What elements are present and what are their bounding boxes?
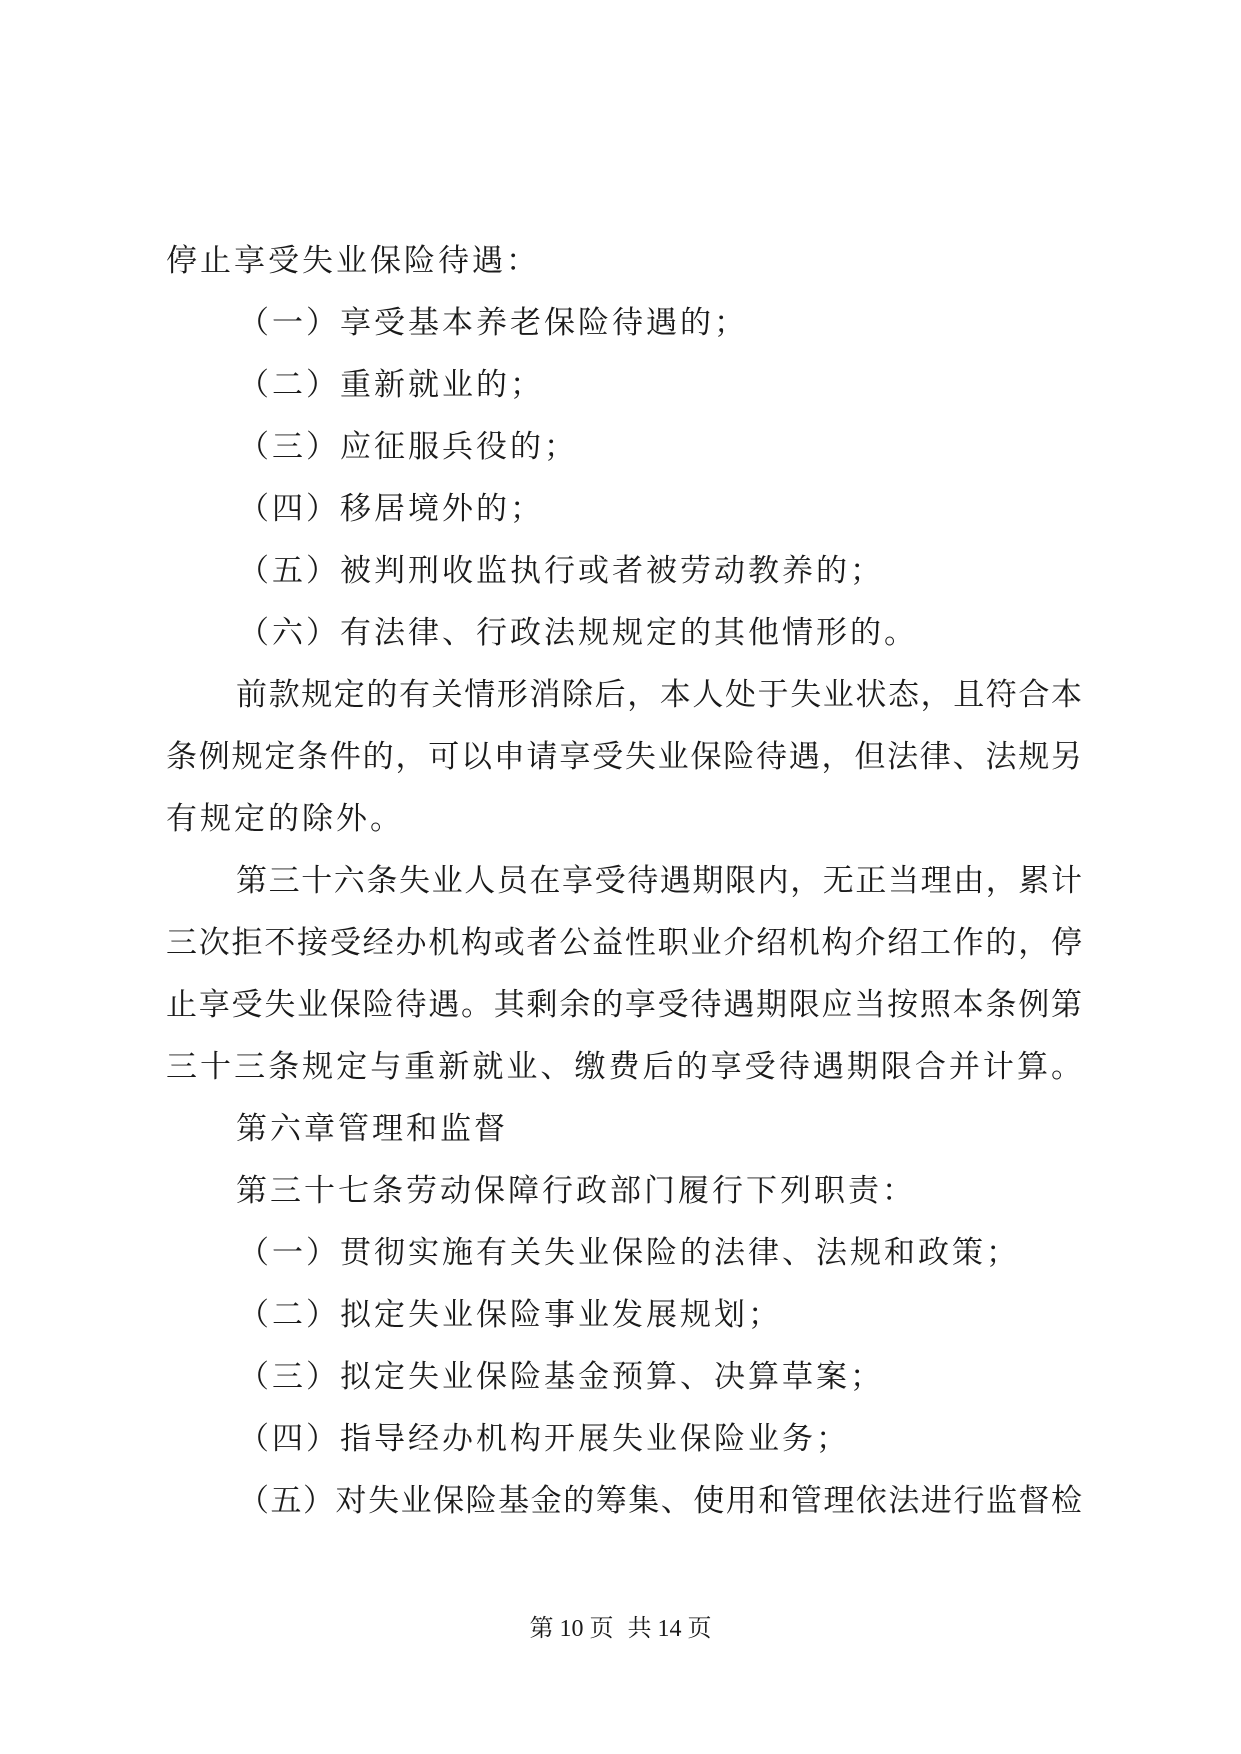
list-item: （三）应征服兵役的； bbox=[238, 429, 578, 465]
document-body bbox=[166, 230, 1082, 1532]
list-item: （一）享受基本养老保险待遇的； bbox=[238, 305, 748, 341]
list-item: （四）指导经办机构开展失业保险业务； bbox=[238, 1421, 850, 1457]
paragraph-line: 有规定的除外。 bbox=[166, 801, 404, 837]
paragraph-line: 前款规定的有关情形消除后，本人处于失业状态，且符合本 bbox=[236, 677, 1082, 713]
article-36-line: 第三十六条失业人员在享受待遇期限内，无正当理由，累计 bbox=[236, 863, 1082, 899]
text-line: 停止享受失业保险待遇： bbox=[166, 243, 540, 279]
list-item: （三）拟定失业保险基金预算、决算草案； bbox=[238, 1359, 884, 1395]
list-item: （二）重新就业的； bbox=[238, 367, 544, 403]
chapter-heading: 第六章管理和监督 bbox=[236, 1111, 508, 1147]
paragraph-line: 条例规定条件的，可以申请享受失业保险待遇，但法律、法规另 bbox=[166, 739, 1082, 775]
list-item: （六）有法律、行政法规规定的其他情形的。 bbox=[238, 615, 918, 651]
page-total: 共 14 页 bbox=[627, 1616, 712, 1642]
list-item: （五）对失业保险基金的筹集、使用和管理依法进行监督检 bbox=[238, 1483, 1082, 1519]
list-item: （二）拟定失业保险事业发展规划； bbox=[238, 1297, 782, 1333]
article-36-line: 三次拒不接受经办机构或者公益性职业介绍机构介绍工作的，停 bbox=[166, 925, 1082, 961]
list-item: （四）移居境外的； bbox=[238, 491, 544, 527]
article-36-line: 三十三条规定与重新就业、缴费后的享受待遇期限合并计算。 bbox=[166, 1049, 1082, 1085]
article-36-line: 止享受失业保险待遇。其剩余的享受待遇期限应当按照本条例第 bbox=[166, 987, 1082, 1023]
page-footer bbox=[0, 1614, 1241, 1644]
list-item: （一）贯彻实施有关失业保险的法律、法规和政策； bbox=[238, 1235, 1020, 1271]
page-number: 第 10 页 bbox=[529, 1616, 614, 1642]
list-item: （五）被判刑收监执行或者被劳动教养的； bbox=[238, 553, 884, 589]
article-37-line: 第三十七条劳动保障行政部门履行下列职责： bbox=[236, 1173, 916, 1209]
